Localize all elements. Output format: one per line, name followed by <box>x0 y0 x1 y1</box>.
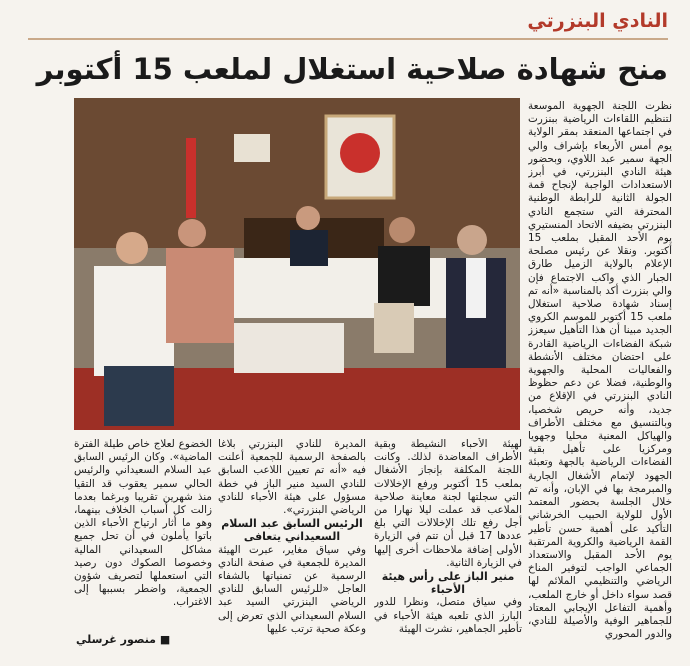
bottom-col-mid-text: المديرة للنادي البنزرتي بلاغا بالصفحة الرسمية للجمعية أعلنت فيه «أنه تم تعيين اللاعب السابق للنادي السيد منير الباز في خطة مسؤول على هيئة الأحباء للنادي الرياضي البنزرتي». <box>218 438 366 517</box>
kicker-rule <box>28 38 668 40</box>
article-right-column <box>528 100 672 648</box>
bottom-col-left-text: الخضوع لعلاج خاص طيلة الفترة الماضية». وكان الرئيس السابق عبد السلام السعيداني والرئيس الحالي سمير يعقوب قد التقيا منذ شهرين تقريبا وبرغما بعدما زالت كل أسباب الخلاف بينهما، وهو ما أثار ارتياح الأحباء الذين باتوا يأملون في أن تحل جميع مشاكل السعيداني المالية وخصوصا الصكوك دون رصيد التي استعملها لتصريف شؤون الجمعية، واضطر بسببها إلى الاغتراب. <box>74 438 212 609</box>
bottom-col-right-text: لهيئة الأحباء النشيطة وبقية الأطراف المعاضدة لذلك. وكانت اللجنة المكلفة بإنجاز الأشغال بملعب 15 أكتوبر ورفع الإخلالات التي سجلتها لجنة معاينة صلاحية الملاعب قد عملت ليلا نهارا من أجل رفع تلك الإخلالات التي بلغ عددها 17 قبل أن تتم في الزيارة الأولى إضافة ملاحظات أخرى إليها في الزيارة الثانية. <box>374 438 522 569</box>
bottom-col-mid-subhead: الرئيس السابق عبد السلام السعيداني يتعافى <box>221 517 363 544</box>
article-bottom-col-mid <box>218 438 366 648</box>
headline: منح شهادة صلاحية استغلال لملعب 15 أكتوبر <box>36 52 668 86</box>
photo-illustration <box>74 98 520 430</box>
bottom-col-mid-text-2: وفي سياق مغاير، عبرت الهيئة المديرة للجمعية في صفحة النادي الرسمية عن تمنياتها بالشفاء العاجل «للرئيس السابق للنادي الرياضي البنزرتي السيد عبد السلام السعيداني الذي تعرض إلى وعكة صحية ترتب عليها <box>218 543 366 635</box>
kicker: النادي البنزرتي <box>527 10 668 32</box>
bottom-col-right-subhead: منير الباز على رأس هيئة الأحباء <box>381 570 515 597</box>
article-bottom-col-left <box>74 438 212 628</box>
bottom-col-right-text-2: وفي سياق متصل، ونظرا للدور البارز الذي تلعبه هيئة الأحباء في تأطير الجماهير، نشرت الهيئة <box>374 596 522 635</box>
byline: ■ منصور غرسلي <box>76 633 171 646</box>
article-bottom-col-right <box>374 438 522 648</box>
article-right-text: نظرت اللجنة الجهوية الموسعة لتنظيم اللقاءات الرياضية ببنزرت في اجتماعها المنعقد بمقر الولاية يوم أمس الأربعاء بإشراف والي الجهة سمير عبد اللاوي، وبحضور هيئة النادي البنزرتي، في أبرز الاستعدادات الواجبة لإنجاح قمة الجولة الثانية للرابطة الوطنية المحترفة التي ستجمع النادي البنزرتي بضيفه الاتحاد المنستيري يوم الأحد المقبل بملعب 15 أكتوبر. ونقلا عن رئيس مصلحة الإعلام بالولاية الزميل طارق الجبار الذي واكب الاجتماع فإن والي بنزرت أكد بالمناسبة «أنه تم إسناد شهادة صلاحية استغلال ملعب 15 أكتوبر للموسم الكروي الجديد مبينا أن هذا التأهيل سيعزز شبكة الفضاءات الرياضية القادرة على احتضان مختلف الأنشطة والفعاليات المحلية والجهوية والوطنية، فضلا عن دعم حظوظ النادي البنزرتي في الإقلاع من جديد، وأنه حريص شخصيا، وبالتنسيق مع مختلف الأطراف والهياكل المعنية محليا وجهويا ومركزيا على تأهيل بقية الفضاءات الرياضية بالجهة وتعبئة الجهود لإتمام الأشغال الجارية والمبرمجة بها في الإبان، وأنه تم خلال الجلسة بحضور المعتمد الأول للولاية الحبيب الخرشاني التأكيد على أهمية حسن تأطير القمة الرياضية والكروية المرتقبة يوم الأحد المقبل والاستعداد الجماعي الواجب لتوفير المناخ الرياضي والتنظيمي الملائم لها قصد سواء داخل أو خارج الملعب، وأهمية التفاعل الإيجابي المعتاد للجماهير الوفية والأصيلة للنادي، والدور المحوري <box>528 100 672 641</box>
photo <box>74 98 520 430</box>
